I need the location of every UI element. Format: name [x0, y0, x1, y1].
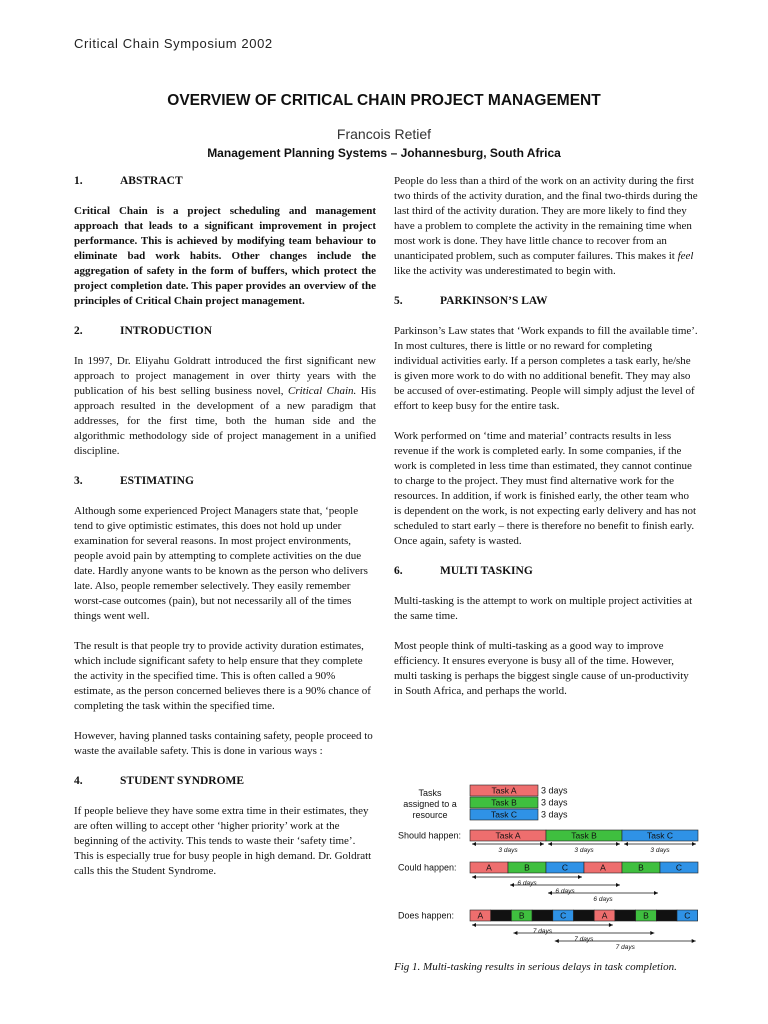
could-duration-label: 6 days [555, 888, 575, 895]
does-duration-label: 7 days [615, 944, 635, 951]
assigned-label: Tasks [418, 788, 442, 798]
could-segment-label: B [524, 862, 530, 873]
parkinson-paragraph-2: Work performed on ‘time and material’ contracts results in less revenue if the work is completed early. In some companies, if the work is completed in less time than estimated, they cannot continue to charge to the project. They must find alternative work for the resources. In addition, if work is finished early, the other team who is dependent on the work, is not expecting early delivery and has not scheduled to start early – there is therefore no benefit to finish early. Once again, safety is wasted. [394, 430, 697, 547]
could-happen-label: Could happen: [398, 862, 457, 873]
could-segment-label: A [486, 862, 492, 873]
assigned-label: assigned to a [403, 799, 457, 809]
should-duration-arrowhead [540, 842, 544, 846]
could-duration-label: 6 days [517, 880, 537, 887]
book-title: Critical Chain. [288, 385, 357, 397]
task-duration: 3 days [541, 797, 568, 808]
section-title: MULTI TASKING [440, 565, 533, 577]
right-column [394, 174, 698, 714]
student-syndrome-paragraph-2 [394, 174, 698, 279]
section-number: 1. [74, 175, 83, 187]
should-duration-label: 3 days [650, 847, 670, 854]
could-segment-label: C [561, 862, 569, 873]
section-heading-parkinsons-law [394, 294, 698, 309]
does-segment-label: A [601, 910, 608, 921]
does-segment-label: B [643, 910, 649, 921]
author-affiliation: Management Planning Systems – Johannesburg, South Africa [207, 146, 561, 160]
does-duration-arrowhead [513, 931, 517, 935]
should-task-label: Task A [495, 830, 521, 841]
section-number: 6. [394, 565, 403, 577]
section-heading-introduction [74, 324, 376, 339]
could-duration-arrowhead [654, 891, 658, 895]
could-duration-arrowhead [548, 891, 552, 895]
could-segment-label: A [600, 862, 606, 873]
section-title: PARKINSON’S LAW [440, 295, 548, 307]
section-title: INTRODUCTION [120, 325, 213, 337]
could-duration-arrowhead [616, 883, 620, 887]
section-heading-multi-tasking [394, 564, 698, 579]
does-duration-arrowhead [650, 931, 654, 935]
section-number: 4. [74, 775, 83, 787]
could-duration-arrowhead [472, 875, 476, 879]
should-task-label: Task C [647, 830, 673, 841]
should-duration-label: 3 days [574, 847, 594, 854]
idle-segment [574, 910, 595, 921]
section-number: 3. [74, 475, 83, 487]
section-title: ABSTRACT [120, 175, 183, 187]
paper-title: OVERVIEW OF CRITICAL CHAIN PROJECT MANAGEMENT [167, 92, 601, 109]
emphasis: feel [677, 250, 694, 262]
section-heading-student-syndrome [74, 774, 376, 789]
student-syndrome-paragraph-1: If people believe they have some extra time in their estimates, they are often willing to accept other ‘higher priority’ work at the beginning of the activity. This tends to waste their ‘safety time’. This is especially true for busy people in high demand. Dr. Goldratt calls this the Student Syndrome. [74, 805, 372, 877]
introduction-paragraph [74, 354, 376, 459]
section-heading-abstract [74, 174, 376, 189]
left-column [74, 174, 376, 894]
does-duration-arrowhead [555, 939, 559, 943]
estimating-paragraph-1: Although some experienced Project Managers state that, ‘people tend to give optimistic estimates, this does not hold up under examination for several reasons. In most project environments, people avoid pain by attempting to complete activities on the due date. Hardly anyone wants to be known as the person who delivers late. Also, people remember selectively. They easily remember worst-case outcomes (pain), but not necessarily all of the times things went well. [74, 505, 368, 622]
could-duration-label: 6 days [593, 896, 613, 903]
figure-caption: Fig 1. Multi-tasking results in serious delays in task completion. [394, 961, 677, 973]
should-duration-arrowhead [472, 842, 476, 846]
idle-segment [532, 910, 553, 921]
parkinson-paragraph-1: Parkinson’s Law states that ‘Work expands to fill the available time’. In most cultures, there is little or no reward for completing individual activities early. If a person completes a task early, he/she is given more work to do with no additional benefit. They may also be accused of over-estimating. People will simply adjust the level of effort to keep busy for the entire task. [394, 325, 698, 412]
should-duration-arrowhead [548, 842, 552, 846]
does-segment-label: B [518, 910, 525, 921]
should-duration-arrowhead [616, 842, 620, 846]
abstract-text: Critical Chain is a project scheduling and management approach that leads to a significant improvement in project performance. This is achieved by modifying team behaviour to eliminate bad work habits. Other changes include the aggregation of safety in the form of buffers, which protect the project completion date. This paper provides an overview of the principles of Critical Chain project management. [74, 205, 376, 307]
does-duration-label: 7 days [574, 936, 594, 943]
running-head: Critical Chain Symposium 2002 [74, 36, 273, 51]
should-task-label: Task B [571, 830, 597, 841]
text-run: His approach resulted in the development of a new paradigm that addresses, for the first time, both the human side and the algorithmic methodology side of project management in a unified discipline. [74, 385, 377, 457]
could-duration-arrowhead [510, 883, 514, 887]
idle-segment [491, 910, 512, 921]
should-duration-arrowhead [692, 842, 696, 846]
should-happen-label: Should happen: [398, 830, 462, 841]
does-duration-arrowhead [692, 939, 696, 943]
does-happen-label: Does happen: [398, 910, 455, 921]
could-segment-label: B [638, 862, 644, 873]
idle-segment [656, 910, 677, 921]
estimating-paragraph-3: However, having planned tasks containing safety, people proceed to waste the available safety. This is done in various ways : [74, 730, 373, 757]
does-duration-arrowhead [472, 923, 476, 927]
multitask-paragraph-1: Multi-tasking is the attempt to work on multiple project activities at the same time. [394, 595, 693, 622]
could-duration-arrowhead [578, 875, 582, 879]
does-segment-label: C [684, 910, 691, 921]
section-heading-estimating [74, 474, 376, 489]
assigned-label: resource [412, 810, 448, 820]
could-segment-label: C [675, 862, 683, 873]
multitask-paragraph-2: Most people think of multi-tasking as a good way to improve efficiency. It ensures everyone is busy all of the time. However, multi tasking is perhaps the biggest single cause of un-productivity in South Africa, and perhaps the world. [394, 640, 689, 697]
task-label: Task C [491, 809, 517, 820]
task-label: Task B [491, 797, 517, 808]
idle-segment [615, 910, 636, 921]
section-title: STUDENT SYNDROME [120, 775, 245, 787]
text-run: People do less than a third of the work on an activity during the first two thirds of the activity duration, and the final two-thirds during the last third of the activity duration. They are more likely to find they have a problem to complete the activity in the remaining time when most work is done. They have little chance to recover from an unanticipated problem, such as computer failures. This makes it [394, 175, 698, 262]
does-segment-label: A [477, 910, 484, 921]
task-duration: 3 days [541, 785, 568, 796]
task-label: Task A [491, 785, 517, 796]
estimating-paragraph-2: The result is that people try to provide activity duration estimates, which include significant safety to help ensure that they complete the activity in the specified time. This is often called a 90% estimate, as the person concerned believes there is a 90% chance of completing the task within the specified time. [74, 640, 371, 712]
section-title: ESTIMATING [120, 475, 194, 487]
does-duration-arrowhead [609, 923, 613, 927]
should-duration-label: 3 days [498, 847, 518, 854]
does-duration-label: 7 days [532, 928, 553, 935]
section-number: 2. [74, 325, 83, 337]
author-name: Francois Retief [336, 126, 432, 142]
text-run: like the activity was underestimated to begin with. [394, 265, 616, 277]
section-number: 5. [394, 295, 403, 307]
multitasking-diagram [394, 782, 714, 960]
text-run: In 1997, Dr. Eliyahu Goldratt introduced the first significant new approach to project management in over thirty years with the publication of his best selling business novel, [74, 355, 376, 397]
task-duration: 3 days [541, 809, 568, 820]
does-segment-label: C [560, 910, 567, 921]
should-duration-arrowhead [624, 842, 628, 846]
